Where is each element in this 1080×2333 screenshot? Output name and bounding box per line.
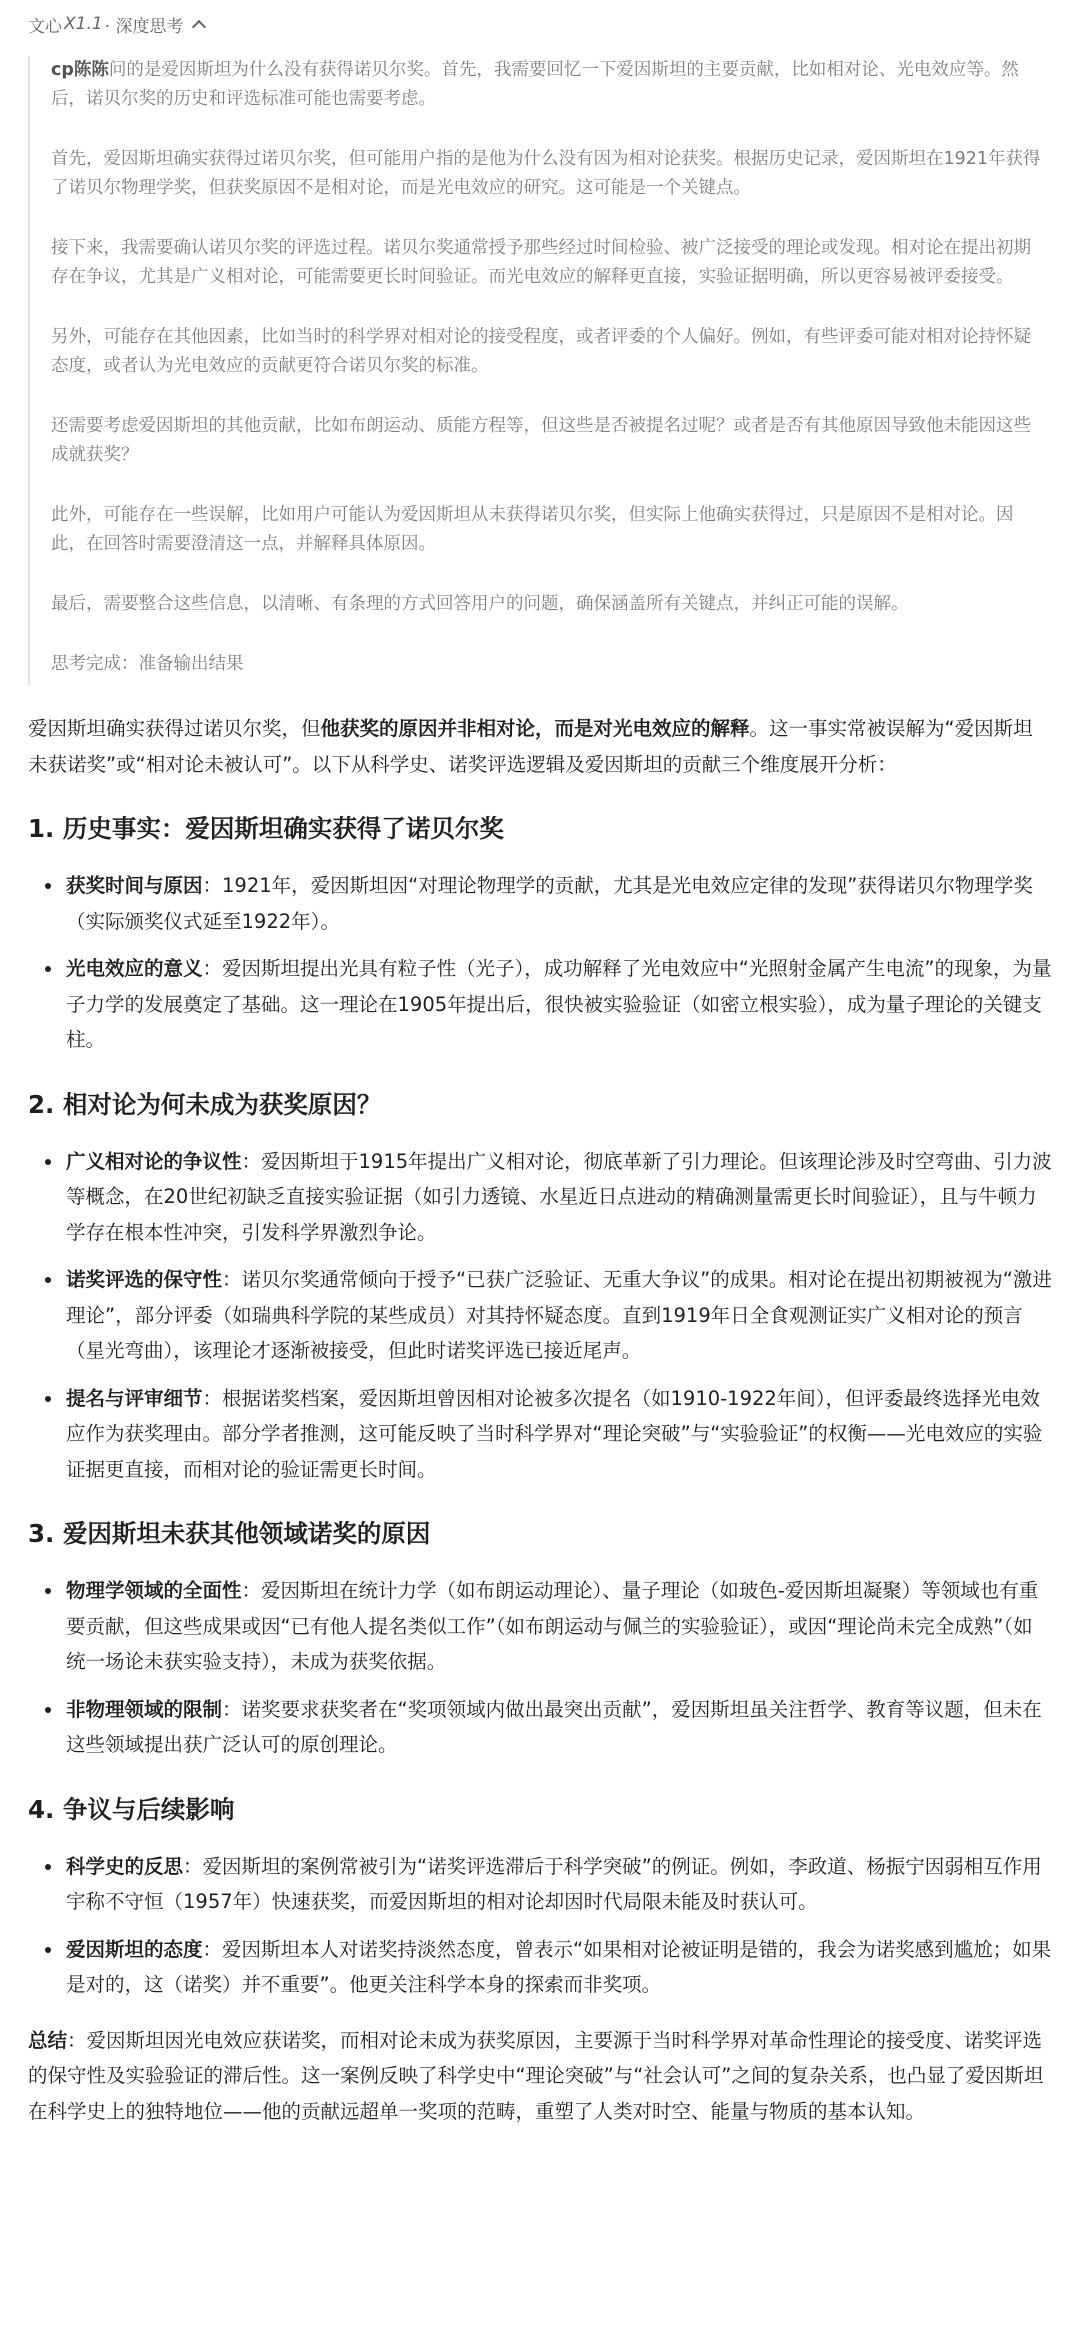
thinking-paragraph: 还需要考虑爱因斯坦的其他贡献，比如布朗运动、质能方程等，但这些是否被提名过呢？或者是否有其他原因导致他未能因这些成就获奖？ bbox=[51, 416, 1031, 465]
thinking-paragraph: 最后，需要整合这些信息，以清晰、有条理的方式回答用户的问题，确保涵盖所有关键点，并纠正可能的误解。 bbox=[51, 594, 909, 614]
thinking-process bbox=[28, 56, 1052, 685]
app-name: 文心 bbox=[28, 16, 62, 37]
answer-intro: 爱因斯坦确实获得过诺贝尔奖，但他获奖的原因并非相对论，而是对光电效应的解释。这一事实常被误解为“爱因斯坦未获诺奖”或“相对论未被认可”。以下从科学史、诺奖评选逻辑及爱因斯坦的贡献三个维度展开分析： bbox=[28, 717, 1033, 776]
answer-summary: 总结：爱因斯坦因光电效应获诺奖，而相对论未成为获奖原因，主要源于当时科学界对革命性理论的接受度、诺奖评选的保守性及实验验证的滞后性。这一案例反映了科学史中“理论突破”与“社会认可”之间的复杂关系，也凸显了爱因斯坦在科学史上的独特地位——他的贡献远超单一奖项的范畴，重塑了人类对时空、能量与物质的基本认知。 bbox=[28, 2028, 1044, 2123]
section-list bbox=[28, 868, 1052, 1058]
section-heading: 3. 爱因斯坦未获其他领域诺奖的原因 bbox=[28, 1519, 431, 1548]
list-item: 爱因斯坦的态度：爱因斯坦本人对诺奖持淡然态度，曾表示“如果相对论被证明是错的，我会为诺奖感到尴尬；如果是对的，这（诺奖）并不重要”。他更关注科学本身的探索而非奖项。 bbox=[66, 1932, 1052, 2003]
thinking-paragraph: 此外，可能存在一些误解，比如用户可能认为爱因斯坦从未获得诺贝尔奖，但实际上他确实获得过，只是原因不是相对论。因此，在回答时需要澄清这一点，并解释具体原因。 bbox=[51, 505, 1014, 554]
list-item: 物理学领域的全面性：爱因斯坦在统计力学（如布朗运动理论）、量子理论（如玻色-爱因斯坦凝聚）等领域也有重要贡献，但这些成果或因“已有他人提名类似工作”（如布朗运动与佩兰的实验验证），或因“理论尚未完全成熟”（如统一场论未获实验支持），未成为获奖依据。 bbox=[66, 1573, 1052, 1680]
list-item: 广义相对论的争议性：爱因斯坦于1915年提出广义相对论，彻底革新了引力理论。但该理论涉及时空弯曲、引力波等概念，在20世纪初缺乏直接实验证据（如引力透镜、水星近日点进动的精确测量需更长时间验证），且与牛顿力学存在根本性冲突，引发科学界激烈争论。 bbox=[66, 1144, 1052, 1251]
thinking-paragraph: cp陈陈问的是爱因斯坦为什么没有获得诺贝尔奖。首先，我需要回忆一下爱因斯坦的主要贡献，比如相对论、光电效应等。然后，诺贝尔奖的历史和评选标准可能也需要考虑。 bbox=[51, 60, 1019, 109]
list-item: 提名与评审细节：根据诺奖档案，爱因斯坦曾因相对论被多次提名（如1910-1922年间），但评委最终选择光电效应作为获奖理由。部分学者推测，这可能反映了当时科学界对“理论突破”与“实验验证”的权衡——光电效应的实验证据更直接，而相对论的验证需更长时间。 bbox=[66, 1381, 1052, 1488]
thinking-status: 思考完成：准备输出结果 bbox=[51, 654, 244, 674]
list-item: 诺奖评选的保守性：诺贝尔奖通常倾向于授予“已获广泛验证、无重大争议”的成果。相对论在提出初期被视为“激进理论”，部分评委（如瑞典科学院的某些成员）对其持怀疑态度。直到1919年日全食观测证实广义相对论的预言（星光弯曲），该理论才逐渐被接受，但此时诺奖评选已接近尾声。 bbox=[66, 1262, 1052, 1369]
list-item: 非物理领域的限制：诺奖要求获奖者在“奖项领域内做出最突出贡献”，爱因斯坦虽关注哲学、教育等议题，但未在这些领域提出获广泛认可的原创理论。 bbox=[66, 1692, 1052, 1763]
section-list bbox=[28, 1573, 1052, 1763]
user-name: cp陈陈 bbox=[51, 60, 109, 80]
list-item: 科学史的反思：爱因斯坦的案例常被引为“诺奖评选滞后于科学突破”的例证。例如，李政道、杨振宁因弱相互作用宇称不守恒（1957年）快速获奖，而爱因斯坦的相对论却因时代局限未能及时获认可。 bbox=[66, 1849, 1052, 1920]
section-heading: 2. 相对论为何未成为获奖原因？ bbox=[28, 1089, 382, 1119]
section-list bbox=[28, 1144, 1052, 1488]
list-item: 获奖时间与原因：1921年，爱因斯坦因“对理论物理学的贡献，尤其是光电效应定律的发现”获得诺贝尔物理学奖（实际颁奖仪式延至1922年）。 bbox=[66, 868, 1052, 939]
list-item: 光电效应的意义：爱因斯坦提出光具有粒子性（光子），成功解释了光电效应中“光照射金属产生电流”的现象，为量子力学的发展奠定了基础。这一理论在1905年提出后，很快被实验验证（如密立根实验），成为量子理论的关键支柱。 bbox=[66, 951, 1052, 1058]
section-list bbox=[28, 1849, 1052, 2003]
thinking-paragraph: 另外，可能存在其他因素，比如当时的科学界对相对论的接受程度，或者评委的个人偏好。例如，有些评委可能对相对论持怀疑态度，或者认为光电效应的贡献更符合诺贝尔奖的标准。 bbox=[51, 327, 1031, 376]
thinking-mode-label: · 深度思考 bbox=[104, 16, 184, 37]
model-name: X1.1 bbox=[64, 14, 103, 34]
section-heading: 4. 争议与后续影响 bbox=[28, 1794, 235, 1824]
thinking-toggle[interactable] bbox=[28, 10, 1052, 38]
answer-content bbox=[28, 711, 1052, 2129]
chevron-up-icon[interactable] bbox=[191, 19, 205, 33]
thinking-paragraph: 接下来，我需要确认诺贝尔奖的评选过程。诺贝尔奖通常授予那些经过时间检验、被广泛接受的理论或发现。相对论在提出初期存在争议，尤其是广义相对论，可能需要更长时间验证。而光电效应的解释更直接，实验证据明确，所以更容易被评委接受。 bbox=[51, 238, 1031, 287]
thinking-paragraph: 首先，爱因斯坦确实获得过诺贝尔奖，但可能用户指的是他为什么没有因为相对论获奖。根据历史记录，爱因斯坦在1921年获得了诺贝尔物理学奖，但获奖原因不是相对论，而是光电效应的研究。这可能是一个关键点。 bbox=[51, 149, 1041, 198]
section-heading: 1. 历史事实：爱因斯坦确实获得了诺贝尔奖 bbox=[28, 814, 504, 843]
